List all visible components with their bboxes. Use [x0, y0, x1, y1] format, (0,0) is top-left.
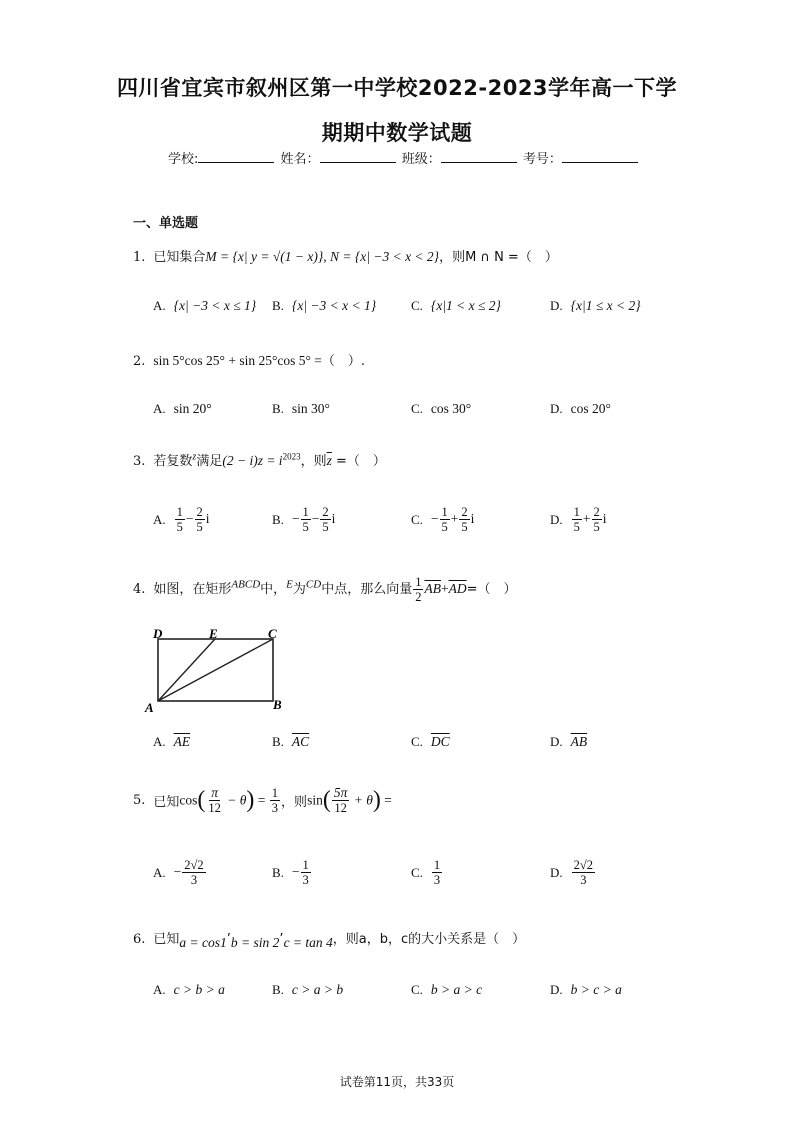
class-label: 班级：: [401, 152, 441, 167]
q3-option-c: C. − $\frac{1}{5}$ + $\frac{2}{5}$ i: [411, 505, 475, 534]
label-d: D: [153, 626, 163, 641]
q4-option-c: C. $\overline{DC}$: [411, 734, 450, 749]
q4-option-d: D. $\overline{AB}$: [550, 734, 588, 749]
q1-option-b: B. {x| −3 < x < 1}: [272, 298, 377, 313]
q5-option-b: B. − $\frac{1}{3}$: [272, 858, 309, 887]
label-a: A: [145, 700, 154, 715]
segment-ae: [158, 639, 215, 701]
q5-option-d: D. $\frac{2√2}{3}$: [550, 858, 594, 887]
page-title-line2: 期期中数学试题: [321, 121, 473, 145]
q2-option-b: B. sin 30°: [272, 401, 330, 416]
page-title-line1: 四川省宜宾市叙州区第一中学校2022-2023学年高一下学: [116, 76, 678, 100]
exam-no-blank: [562, 150, 638, 163]
question-4: 4. 如图，在矩形$^{ABCD}$中，$^E$为$^{CD}$中点，那么向量 $\frac{1}{2}$ $\overline{AB}+\overline{AD}=$（ ）: [133, 575, 517, 604]
label-b: B: [273, 697, 282, 712]
label-c: C: [268, 626, 277, 641]
class-blank: [441, 150, 517, 163]
q4-option-b: B. $\overline{AC}$: [272, 734, 310, 749]
q2-option-d: D. cos 20°: [550, 401, 611, 416]
q6-option-b: B. c > a > b: [272, 982, 344, 997]
q4-option-a: A. $\overline{AE}$: [153, 734, 191, 749]
page-footer: 试卷第11页，共33页: [339, 1075, 455, 1089]
q1-option-c: C. {x|1 < x ≤ 2}: [411, 298, 501, 313]
q2-option-c: C. cos 30°: [411, 401, 472, 416]
question-1: 1. 已知集合M = {x| y = √(1 − x)}, N = {x| −3 < x < 2}，则M ∩ N =（ ）: [133, 249, 558, 265]
q3-option-a: A. $\frac{1}{5}$ − $\frac{2}{5}$ i: [153, 505, 210, 534]
q5-option-a: A. − $\frac{2√2}{3}$: [153, 858, 204, 887]
question-2: 2. sin 5°cos 25° + sin 25°cos 5° =（ ）.: [133, 353, 365, 369]
exam-no-label: 考号：: [522, 152, 562, 167]
q2-option-a: A. sin 20°: [153, 401, 212, 416]
q1-option-d: D. {x|1 ≤ x < 2}: [550, 298, 641, 313]
q3-option-d: D. $\frac{1}{5}$ + $\frac{2}{5}$ i: [550, 505, 607, 534]
rectangle-figure: [140, 624, 300, 716]
question-6: 6. 已知a = cos1’b = sin 2’c = tan 4，则a，b，c的大小关系是（ ）: [133, 932, 526, 950]
school-label: 学校:: [168, 152, 199, 167]
label-e: E: [209, 626, 218, 641]
name-label: 姓名：: [280, 152, 320, 167]
question-3: 3. 若复数$^z$满足$(2 - i)z = i^{2023}$，则$\overline{z}$ =（ ）: [133, 451, 386, 469]
q3-option-b: B. − $\frac{1}{5}$ − $\frac{2}{5}$ i: [272, 505, 336, 534]
q1-option-a: A. {x| −3 < x ≤ 1}: [153, 298, 257, 313]
q6-option-a: A. c > b > a: [153, 982, 225, 997]
question-5: 5. 已知cos( $\frac{\pi}{12}$ − θ) = $\frac{1}{3}$ ，则sin( $\frac{5\pi}{12}$ + θ) =: [133, 785, 392, 815]
student-info-line: [168, 148, 640, 167]
q6-option-d: D. b > c > a: [550, 982, 622, 997]
section-title: 一、单选题: [133, 216, 199, 231]
segment-ac: [158, 639, 273, 701]
q6-option-c: C. b > a > c: [411, 982, 483, 997]
name-blank: [320, 150, 396, 163]
school-blank: [198, 150, 274, 163]
q5-option-c: C. $\frac{1}{3}$: [411, 858, 441, 887]
